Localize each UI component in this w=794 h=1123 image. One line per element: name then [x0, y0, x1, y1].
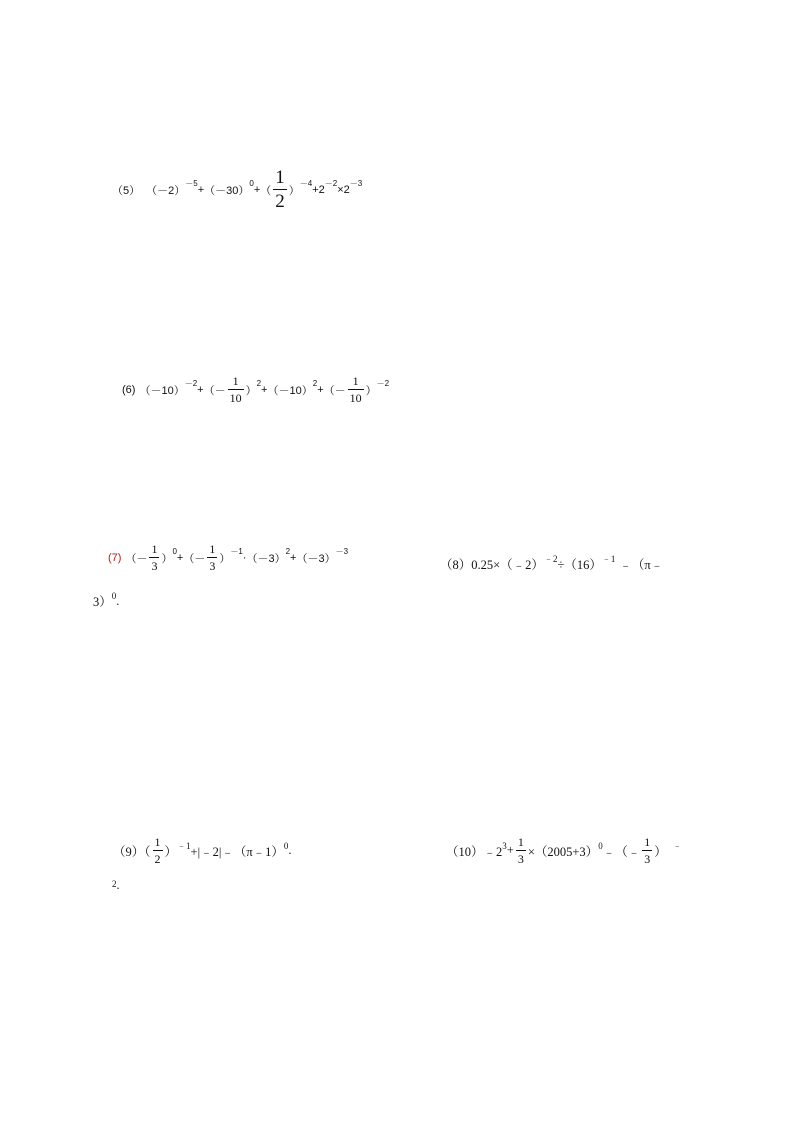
problem-7-plus-2: + [290, 551, 297, 564]
fraction-numerator: 1 [517, 835, 524, 849]
problem-7-label: (7) [108, 551, 122, 564]
fraction-denominator: 2 [275, 191, 285, 212]
fraction-bar [273, 189, 287, 190]
fraction-numerator: 1 [232, 374, 239, 388]
problem-8-end: . [116, 593, 120, 608]
problem-5-plus-1: + [197, 183, 205, 196]
fraction-bar [228, 389, 244, 390]
fraction-bar [516, 850, 526, 851]
problem-6-plus-3: + [317, 383, 324, 396]
problem-8-text-2: ÷（16） [557, 558, 602, 572]
problem-9: （9）（ $\frac{1}{2}$ ） $^{﹣1}$ +|﹣2|﹣（π﹣1） $^0$ . [113, 835, 292, 866]
problem-10-fraction-1 [516, 836, 526, 865]
problem-10-mid: ×（2005+3） [527, 844, 599, 859]
fraction-bar [642, 850, 652, 851]
problem-9-label: （9）（ [113, 844, 151, 859]
fraction-denominator: 10 [229, 391, 242, 405]
problem-10-fraction-2 [642, 836, 652, 865]
problem-10-close: ） [654, 844, 667, 859]
problem-10-plus: + [506, 843, 514, 857]
problem-5-plus-2: + [253, 183, 261, 196]
problem-5-term-b: （－30） [204, 184, 250, 197]
problem-7-fraction-2 [207, 543, 217, 572]
problem-9-close: ） [164, 844, 178, 859]
problem-5-tail-2: ×2 [337, 183, 350, 196]
problem-8-text-1: （8）0.25×（﹣2） [440, 558, 544, 572]
problem-7-term-c: （－3） [246, 552, 286, 565]
fraction-numerator: 1 [154, 835, 161, 849]
problem-7-close-2: ） [219, 552, 231, 565]
problem-8-text-3: ﹣（π﹣ [619, 558, 664, 572]
problem-6-close-2: ） [365, 384, 377, 397]
fraction-denominator: 3 [644, 852, 651, 866]
problem-6: (6) （－10） $^{-2}$ + （－ $\frac{1}{10}$ ） $^2$ + （－10） $^2$ + （－ $\frac{1}{10}$ ） $^{-2}$ [122, 374, 390, 405]
problem-10-minus: ﹣（﹣ [602, 844, 641, 859]
problem-10-line-2: $^2$ . [112, 878, 120, 892]
problem-8-line-1: （8）0.25×（﹣2） $^{﹣2}$ ÷（16） $^{﹣1}$ ﹣（π﹣ [440, 554, 664, 572]
problem-5-close-paren: ） [288, 184, 300, 197]
problem-6-close-1: ） [245, 384, 257, 397]
fraction-numerator: 1 [352, 374, 359, 388]
problem-6-open-1: （－ [203, 384, 226, 397]
problem-10-end: . [116, 878, 120, 892]
fraction-numerator: 1 [209, 542, 216, 556]
fraction-bar [153, 850, 163, 851]
problem-7: (7) （－ $\frac{1}{3}$ ） $^0$ + （－ $\frac{1}{3}$ ） $^{-1}$ · （－3） $^2$ + （－3） $^{-3}$ [108, 542, 349, 573]
problem-7-dot: · [242, 551, 247, 564]
problem-6-plus-1: + [197, 383, 204, 396]
fraction-numerator: 1 [151, 542, 158, 556]
problem-10-label: （10）﹣2 [446, 844, 503, 859]
fraction-denominator: 10 [349, 391, 362, 405]
problem-5-label: （5） [112, 184, 141, 197]
problem-6-fraction-2 [348, 375, 364, 404]
problem-5-tail-1: +2 [312, 183, 325, 196]
problem-7-fraction-1 [149, 543, 159, 572]
problem-10-line-1: （10）﹣2 $^3$ + $\frac{1}{3}$ ×（2005+3） $^0$ ﹣（﹣ $\frac{1}{3}$ ） ﹣ [446, 835, 682, 866]
fraction-denominator: 2 [154, 852, 161, 866]
problem-7-plus-1: + [176, 551, 184, 564]
problem-9-fraction [153, 836, 163, 865]
problem-7-close-1: ） [161, 552, 173, 565]
problem-7-term-d: （－3） [296, 552, 336, 565]
fraction-numerator: 1 [275, 167, 285, 188]
problem-9-end: . [288, 843, 292, 857]
problem-5-term-a: （－2） [146, 184, 186, 197]
problem-6-term-a: （－10） [139, 384, 185, 397]
fraction-denominator: 3 [517, 852, 524, 866]
problem-6-term-c: （－10） [267, 384, 313, 397]
fraction-denominator: 3 [151, 559, 158, 573]
problem-7-open-2: （－ [183, 552, 206, 565]
problem-5-open-paren: （ [260, 184, 272, 197]
problem-6-plus-2: + [261, 383, 268, 396]
problem-5-fraction [273, 168, 287, 211]
problem-7-open-1: （－ [125, 552, 148, 565]
problem-8-text-4: 3） [93, 595, 112, 609]
problem-5: （5） （－2） $^{-5}$ + （－30） $^0$ + （ $\frac{1}{2}$ ） $^{-4}$ +2 $^{-2}$ ×2 $^{-3}$ [112, 167, 363, 212]
fraction-numerator: 1 [644, 835, 651, 849]
problem-6-open-2: （－ [323, 384, 346, 397]
fraction-bar [348, 389, 364, 390]
fraction-denominator: 3 [209, 559, 216, 573]
problem-6-label: (6) [122, 383, 136, 396]
fraction-bar [207, 557, 217, 558]
fraction-bar [149, 557, 159, 558]
problem-6-fraction-1 [228, 375, 244, 404]
problem-8-line-2: 3） $^0$ . [93, 591, 120, 609]
problem-9-mid: +|﹣2|﹣（π﹣1） [190, 844, 284, 859]
